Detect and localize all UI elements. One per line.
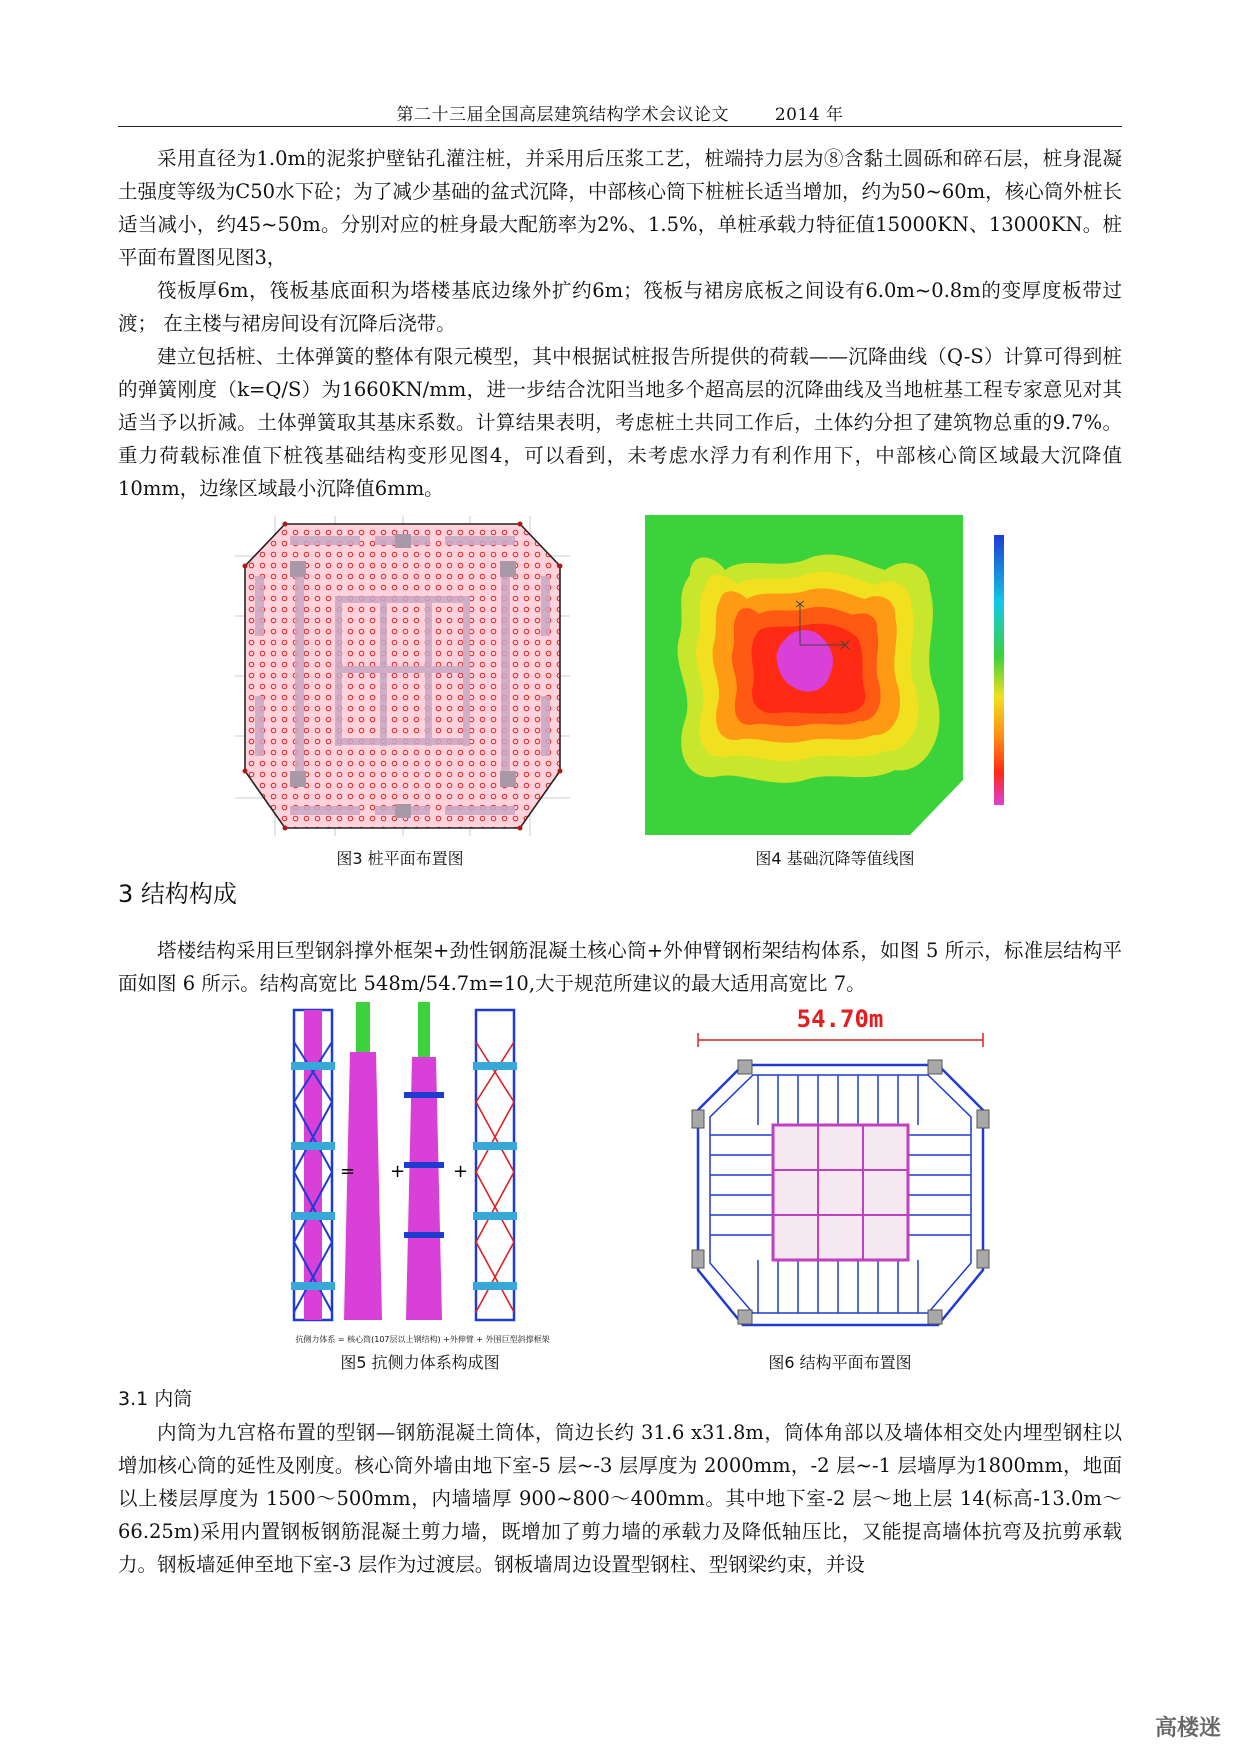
site-watermark-logo: 高楼迷 <box>1154 1716 1221 1741</box>
lateral-system-figure <box>290 1002 555 1330</box>
equals-sign: = <box>340 1161 356 1182</box>
paragraph: 塔楼结构采用巨型钢斜撑外框架+劲性钢筋混凝土核心筒+外伸臂钢桁架结构体系，如图 5 所示，标准层结构平面如图 6 所示。结构高宽比 548m/54.7m=10,大于规范所建议的最大适用高宽比 7。 <box>118 939 1122 995</box>
running-header <box>118 100 1122 125</box>
section-heading: 3 结构构成 <box>118 880 237 908</box>
fig5-sublabel: 抗侧力体系 = 核心筒(107层以上钢结构) +外伸臂 + 外围巨型斜撑框架 <box>295 1335 550 1344</box>
plus-sign: + <box>453 1161 469 1182</box>
paragraph: 建立包括桩、土体弹簧的整体有限元模型，其中根据试桩报告所提供的荷载——沉降曲线（Q-S）计算可得到桩的弹簧刚度（k=Q/S）为1660KN/mm，进一步结合沈阳当地多个超高层的沉降曲线及当地桩基工程专家意见对其适当予以折减。土体弹簧取其基床系数。计算结果表明，考虑桩土共同工作后，土体约分担了建筑物总重的9.7%。重力荷载标准值下桩筏基础结构变形见图4，可以看到，未考虑水浮力有利作用下，中部核心筒区域最大沉降值 10mm，边缘区域最小沉降值6mm。 <box>118 345 1122 500</box>
body-text-bottom <box>118 1416 1122 1581</box>
outrigger-drawing <box>404 1002 444 1320</box>
fig6-caption: 图6 结构平面布置图 <box>768 1353 912 1372</box>
floor-plan-figure <box>688 1005 993 1335</box>
plus-sign: + <box>390 1161 406 1182</box>
subsection-heading: 3.1 内筒 <box>118 1388 193 1410</box>
mega-frame-drawing <box>473 1010 517 1320</box>
dimension-label: 54.70m <box>796 1005 884 1033</box>
header-title: 第二十三届全国高层建筑结构学术会议论文 <box>396 105 729 125</box>
header-year: 2014 年 <box>774 105 844 125</box>
contour-legend-bar <box>990 535 1010 805</box>
body-text-mid <box>118 934 1122 1000</box>
pile-plan-figure <box>235 516 570 836</box>
header-rule <box>118 126 1122 127</box>
body-text-top <box>118 142 1122 505</box>
settlement-contour-figure <box>645 515 963 835</box>
paragraph: 内筒为九宫格布置的型钢—钢筋混凝土筒体，筒边长约 31.6 x31.8m，筒体角部以及墙体相交处内埋型钢柱以增加核心筒的延性及刚度。核心筒外墙由地下室-5 层~-3 层厚度为 2000mm，-2 层~-1 层墙厚为1800mm，地面以上楼层厚度为 1500～500mm，内墙墙厚 900~800～400mm。其中地下室-2 层～地上层 14(标高-13.0m～66.25m)采用内置钢板钢筋混凝土剪力墙，既增加了剪力墙的承载力及降低轴压比，又能提高墙体抗弯及抗剪承载力。钢板墙延伸至地下室-3 层作为过渡层。钢板墙周边设置型钢柱、型钢梁约束，并设 <box>118 1421 1122 1576</box>
paragraph: 筏板厚6m，筏板基底面积为塔楼基底边缘外扩约6m；筏板与裙房底板之间设有6.0m~0.8m的变厚度板带过渡； 在主楼与裙房间设有沉降后浇带。 <box>118 279 1122 335</box>
fig5-caption: 图5 抗侧力体系构成图 <box>340 1353 500 1372</box>
paragraph: 采用直径为1.0m的泥浆护壁钻孔灌注桩，并采用后压浆工艺，桩端持力层为⑧含黏土圆砾和碎石层，桩身混凝土强度等级为C50水下砼；为了减少基础的盆式沉降，中部核心筒下桩桩长适当增加，约为50~60m，核心筒外桩长适当减小，约45~50m。分别对应的桩身最大配筋率为2%、1.5%，单桩承载力特征值15000KN、13000KN。桩平面布置图见图3， <box>118 147 1122 269</box>
full-tower-drawing <box>291 1010 335 1320</box>
fig3-caption: 图3 桩平面布置图 <box>336 849 464 868</box>
fig4-caption: 图4 基础沉降等值线图 <box>755 849 915 868</box>
